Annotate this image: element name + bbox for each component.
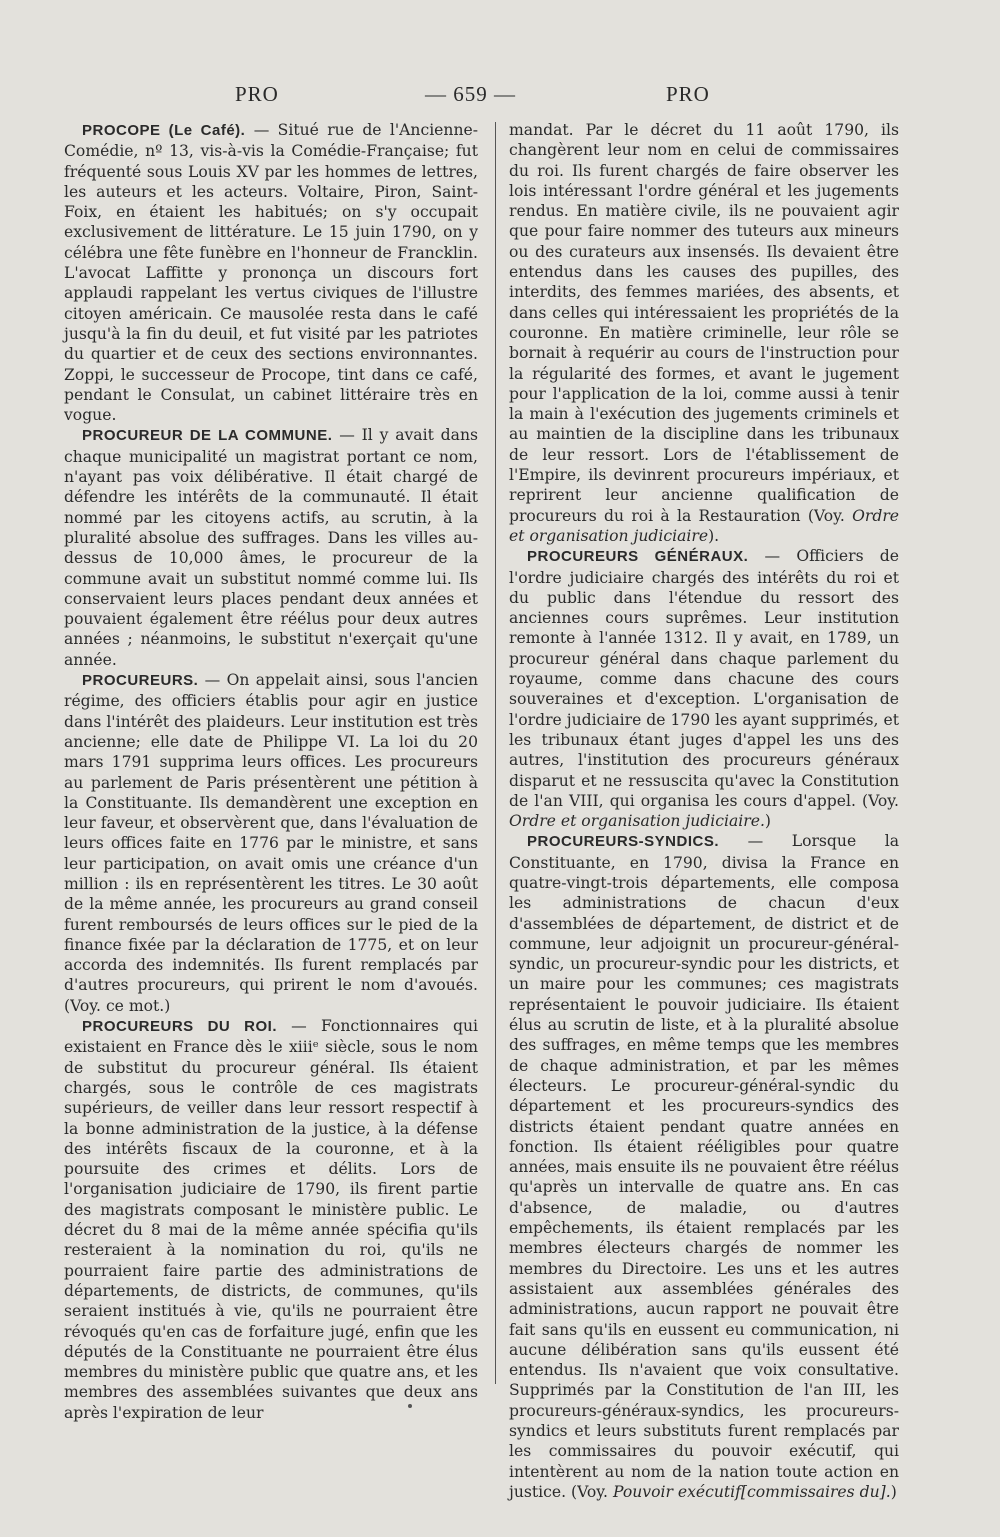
headword-procope: PROCOPE (Le Café). — [82, 122, 246, 139]
entry-procureurs-generaux-body: — Officiers de l'ordre judiciaire chargés des intérêts du roi et du public dans l'étendue du ressort des anciennes cours suprêmes. Leur institution remonte à l'année 1312. Il y avait, en 1789, un procureur général dans chaque parlement du royaume, comme dans chacune des cours souveraines et d'exception. L'organisation de l'ordre judiciaire de 1790 les ayant supprimés, et les tribunaux étant juges d'appel les uns des autres, l'institution des procureurs généraux disparut et ne ressuscita qu'avec la Constitution de l'an VIII, qui organisa les cours d'appel. (Voy. — [509, 547, 900, 810]
entry-procope-body: — Situé rue de l'Ancienne-Comédie, nº 13, vis-à-vis la Comédie-Française; fut fréquenté sous Louis XV par les hommes de lettres, les auteurs et les acteurs. Voltaire, Piron, Saint-Foix, en étaient les habitués; on s'y occupait exclusivement de littérature. Le 15 juin 1790, on y célébra une fête funèbre en l'honneur de Francklin. L'avocat Laffitte y prononça un discours fort applaudi rappelant les vertus civiques de l'illustre citoyen américain. Ce mausolée resta dans le café jusqu'à la fin du deuil, et fut visité par les patriotes du quartier et de ceux des sections environnantes. Zoppi, le successeur de Procope, tint dans ce café, pendant le Consulat, un cabinet littéraire très en vogue. — [64, 121, 478, 425]
entry-procureur-commune — [64, 425, 478, 670]
entry-procureurs-du-roi-body: — Fonctionnaires qui existaient en France dès le xiiiᵉ siècle, sous le nom de substitut du procureur général. Ils étaient chargés, sous le contrôle de ces magistrats supérieurs, de veiller dans leur ressort respectif à la bonne administration de la justice, à la défense des intérêts fiscaux de la couronne, et à la poursuite des crimes et délits. Lors de l'organisation judiciaire de 1790, ils firent partie des magistrats composant le ministère public. Le décret du 8 mai de la même année spécifia qu'ils resteraient à la nomination du roi, qu'ils ne pourraient faire partie des administrations de départements, de districts, de communes, qu'ils seraient institués à vie, qu'ils ne pourraient être révoqués qu'en cas de forfaiture jugé, enfin que les députés de la Constituante ne pourraient être élus membres du ministère public que quatre ans, et les membres des assemblées suivantes que deux ans après l'expiration de leur — [64, 1017, 478, 1422]
entry-procureurs — [64, 670, 478, 1016]
column-divider — [495, 122, 496, 1384]
cross-reference: Ordre et organisation judiciaire — [509, 506, 899, 545]
entry-procureurs-generaux — [509, 546, 899, 831]
entry-procureurs-syndics-body: — Lorsque la Constituante, en 1790, divisa la France en quatre-vingt-trois départements, elle composa les administrations de chacun d'eux d'assemblées de département, de district et de commune, leur adjoignit un procureur-général-syndic, un procureur-syndic pour les districts, et un maire pour les communes; ces magistrats représentaient le pouvoir judiciaire. Ils étaient élus au scrutin de liste, et à la pluralité absolue des suffrages, en même temps que les membres de chaque administration, et par les mêmes électeurs. Le procureur-général-syndic du département et les procureurs-syndics des districts étaient pendant quatre années en fonction. Ils étaient rééligibles pour quatre années, mais ensuite ils ne pouvaient être réélus qu'après un intervalle de quatre ans. En cas d'absence, de maladie, ou d'autres empêchements, ils étaient remplacés par les membres électeurs chargés de nommer les membres du Directoire. Les uns et les autres assistaient aux assemblées générales des administrations, aucun rapport ne pouvait être fait sans qu'ils en eussent eu communication, ni aucune délibération sans qu'ils eussent été entendus. Ils n'avaient que voix consultative. Supprimés par la Constitution de l'an III, les procureurs-généraux-syndics, les procureurs-syndics et leurs substituts furent remplacés par les commissaires du pouvoir exécutif, qui intentèrent au nom de la nation toute action en justice. (Voy. — [509, 832, 899, 1501]
headword-procureurs-generaux: PROCUREURS GÉNÉRAUX. — [527, 548, 749, 566]
header-right: PRO — [666, 82, 710, 106]
headword-procureur-commune: PROCUREUR DE LA COMMUNE. — [82, 427, 333, 445]
headword-procureurs-du-roi: PROCUREURS DU ROI. — [82, 1018, 277, 1036]
header-left: PRO — [235, 82, 279, 106]
entry-procureur-commune-body: — Il y avait dans chaque municipalité un magistrat portant ce nom, n'ayant pas voix délibérative. Il était chargé de défendre les intérêts de la communauté. Il était nommé par les citoyens actifs, au scrutin, à la pluralité absolue des suffrages. Dans les villes au-dessus de 10,000 âmes, le procureur de la commune avait un substitut nommé comme lui. Ils conservaient leurs places pendant deux années et pouvaient également être réélus pour deux autres années ; néanmoins, le substitut n'exerçait qu'une année. — [64, 426, 478, 669]
entry-procureurs-du-roi — [64, 1016, 478, 1423]
continued-text: mandat. Par le décret du 11 août 1790, ils changèrent leur nom en celui de commissaires du roi. Ils furent chargés de faire observer les lois intéressant l'ordre général et les jugements rendus. En matière civile, ils ne pouvaient agir que pour faire nommer des tuteurs aux mineurs ou des curateurs aux insensés. Ils devaient être entendus dans les causes des pupilles, des interdits, des femmes mariées, des absents, et dans celles qui intéressaient les propriétés de la couronne. En matière criminelle, leur rôle se bornait à requérir au cours de l'instruction pour la régularité des formes, et avant le jugement pour l'application de la loi, comme aussi à tenir la main à l'exécution des jugements criminels et au maintien de la discipline dans les tribunaux de leur ressort. Lors de l'établissement de l'Empire, ils devinrent procureurs impériaux, et reprirent leur ancienne qualification de procureurs du roi à la Restauration (Voy. — [509, 121, 899, 525]
page-mark — [408, 1404, 412, 1408]
entry-procureurs-syndics — [509, 831, 899, 1502]
headword-procureurs: PROCUREURS. — [82, 672, 199, 690]
right-column — [509, 120, 899, 1502]
cross-reference: Pouvoir exécutif — [612, 1482, 741, 1501]
headword-procureurs-syndics: PROCUREURS-SYNDICS. — [527, 833, 720, 851]
entry-procope — [64, 120, 478, 425]
closing-paren: ) — [764, 812, 771, 831]
page-number: — 659 — — [425, 82, 516, 106]
closing-paren: ) — [890, 1482, 897, 1501]
cross-reference: Ordre et organisation judiciaire. — [509, 812, 765, 831]
cross-reference-bracket: [commissaires du]. — [740, 1482, 891, 1501]
left-column — [64, 120, 478, 1423]
running-header — [0, 82, 1000, 112]
entry-procureurs-du-roi-continued — [509, 120, 899, 546]
continued-end: ). — [708, 526, 720, 545]
entry-procureurs-body: — On appelait ainsi, sous l'ancien régime, des officiers établis pour agir en justice dans l'intérêt des plaideurs. Leur institution est très ancienne; elle date de Philippe VI. La loi du 20 mars 1791 supprima leurs offices. Les procureurs au parlement de Paris présentèrent une pétition à la Constituante. Ils demandèrent une exception en leur faveur, et observèrent que, dans l'évaluation de leurs offices faite en 1776 par le ministre, et sans leur participation, on avait omis une créance d'un million : ils en représentèrent les titres. Le 30 août de la même année, les procureurs au grand conseil furent remboursés de leurs offices sur le pied de la finance fixée par la déclaration de 1775, et on leur accorda des indemnités. Ils furent remplacés par d'autres procureurs, qui prirent le nom d'avoués. (Voy. ce mot.) — [64, 671, 478, 1015]
